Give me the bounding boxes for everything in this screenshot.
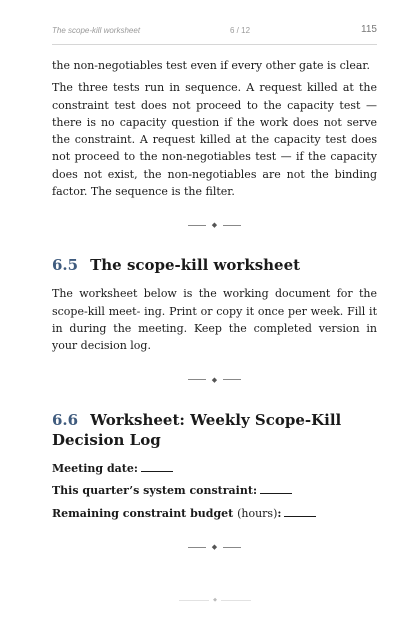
diamond-ornament-icon: ◆	[211, 221, 218, 230]
running-head	[52, 24, 377, 38]
footer-line-right	[221, 600, 251, 601]
section-counter: 6 / 12	[230, 26, 251, 35]
section-separator	[52, 360, 377, 400]
running-head-title: The scope-kill worksheet	[52, 26, 141, 35]
section-number: 6.5	[52, 256, 79, 275]
paragraph-test-sequence: The three tests run in sequence. A request killed at the constraint test does not proceed to the capacity test — there is no capacity question if the work does not serve the constraint. A request killed at the capacity test does not proceed to the non-negotiables test — if the capacity does not exist, the non-negotiables are not the binding factor. The sequence is the filter.	[52, 81, 377, 199]
field-label: This quarter’s system constraint:	[52, 484, 257, 498]
section-title: The scope-kill worksheet	[90, 256, 301, 275]
page-footer-ornament	[175, 597, 255, 603]
paragraph-line-part: ing. Print or copy it once per week. Fill it in during the meeting. Keep the completed version in your decision log.	[52, 304, 377, 353]
paragraph-worksheet-intro	[52, 285, 377, 354]
field-label: Remaining constraint budget	[52, 506, 234, 520]
section-title: Worksheet: Weekly Scope-Kill Decision Log	[52, 410, 342, 449]
fill-in-blank	[141, 460, 173, 472]
section-heading-6-5	[52, 255, 377, 275]
diamond-ornament-icon: ◆	[211, 543, 218, 552]
separator-line-right	[223, 547, 241, 548]
diamond-ornament-icon: ◆	[213, 597, 217, 603]
page-body	[52, 57, 377, 567]
diamond-ornament-icon: ◆	[211, 375, 218, 384]
separator-line-right	[223, 379, 241, 380]
system-constraint-field	[52, 482, 377, 500]
fill-in-blank	[260, 482, 292, 494]
section-separator	[52, 527, 377, 567]
separator-line-left	[188, 225, 206, 226]
constraint-budget-field	[52, 505, 377, 523]
fill-in-blank	[284, 505, 316, 517]
section-number: 6.6	[52, 410, 79, 429]
footer-line-left	[179, 600, 209, 601]
section-heading-6-6	[52, 410, 377, 450]
paragraph-line-part: The worksheet below is the working document for the scope-kill meet-	[52, 287, 377, 318]
paragraph-continuation: the non-negotiables test even if every other gate is clear.	[52, 59, 370, 72]
separator-line-left	[188, 379, 206, 380]
separator-line-right	[223, 225, 241, 226]
field-label: Meeting date:	[52, 461, 138, 475]
field-colon: :	[277, 506, 282, 520]
field-unit: (hours)	[237, 506, 278, 520]
separator-line-left	[188, 547, 206, 548]
page-number: 115	[361, 24, 377, 35]
meeting-date-field	[52, 460, 377, 478]
header-rule	[52, 44, 377, 45]
section-separator	[52, 205, 377, 245]
